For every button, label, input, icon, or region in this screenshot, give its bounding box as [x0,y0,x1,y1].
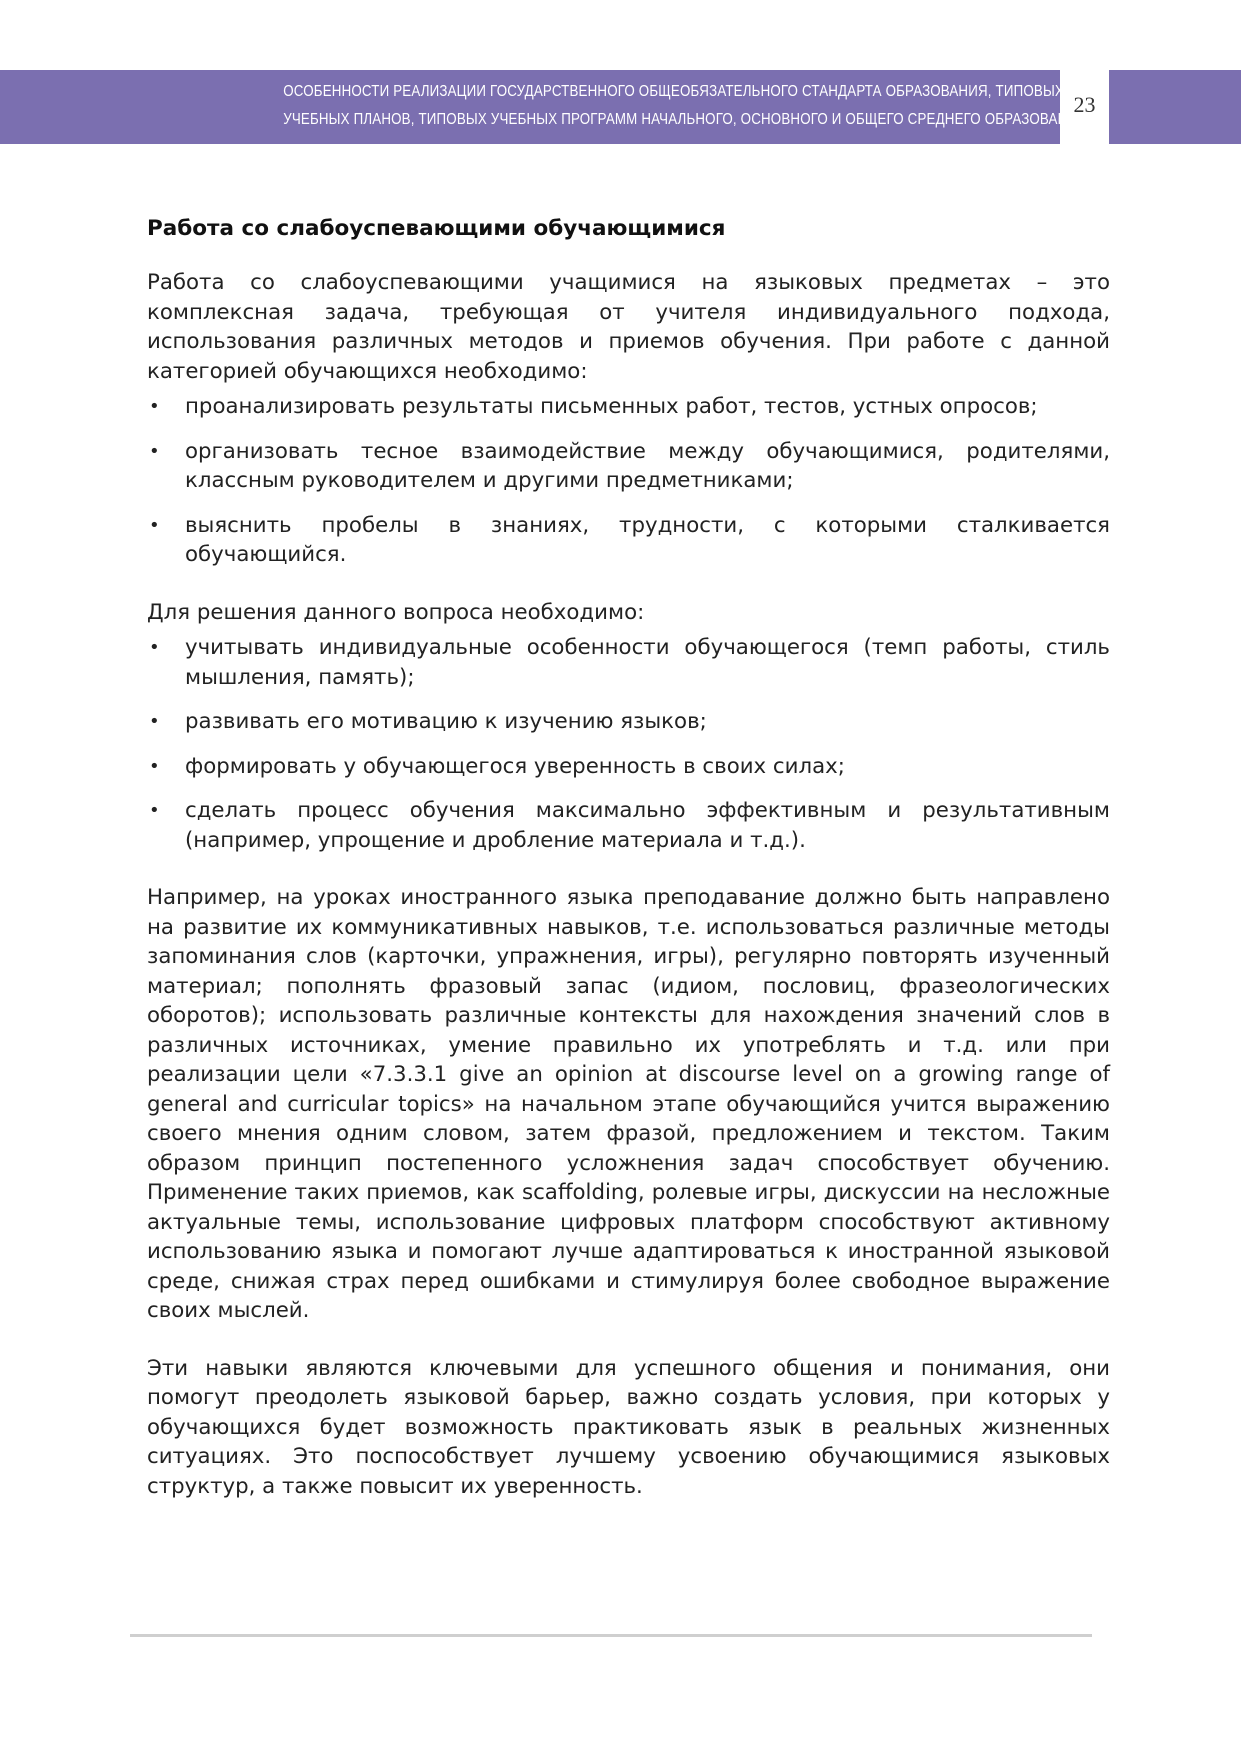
list-item: • организовать тесное взаимодействие между обучающимися, родителями, классным руководителем и другими предметниками; [149,438,1110,493]
list-item: • проанализировать результаты письменных работ, тестов, устных опросов; [147,392,1110,422]
example-paragraph: Например, на уроках иностранного языка преподавание должно быть направлено на развитие их коммуникативных навыков, т.е. использоваться различные методы запоминания слов (карточки, упражнения, игры), регулярно повторять изученный материал; пополнять фразовый запас (идиом, пословиц, фразеологических оборотов); использовать различные контексты для нахождения значений слов в различных источниках, умение правильно их употреблять и т.д. или при реализации цели «7.3.3.1 give an opinion at discourse level on a growing range of general and curricular topics» на начальном этапе обучающийся учится выражению своего мнения одним словом, затем фразой, предложением и текстом. Таким образом принцип постепенного усложнения задач способствует обучению. Применение таких приемов, как scaffolding, ролевые игры, дискуссии на несложные актуальные темы, использование цифровых платформ способствуют активному использованию языка и помогают лучше адаптироваться к иностранной языковой среде, снижая страх перед ошибками и стимулируя более свободное выражение своих мыслей. [147,885,1110,1323]
page-content [147,214,1110,1501]
header-band-right [1109,70,1241,144]
bullet-icon: • [149,514,160,536]
list-item: • учитывать индивидуальные особенности обучающегося (темп работы, стиль мышления, память); [149,635,1110,690]
bullet-icon: • [149,396,160,417]
bullet-icon: • [149,711,160,732]
bullet-icon: • [149,637,160,658]
page-number: 23 [1073,92,1096,117]
list-item: • развивать его мотивацию к изучению языков; [147,707,1110,737]
running-header-line-2: УЧЕБНЫХ ПЛАНОВ, ТИПОВЫХ УЧЕБНЫХ ПРОГРАММ НАЧАЛЬНОГО, ОСНОВНОГО И ОБЩЕГО СРЕДНЕГО ОБРАЗОВАНИЯ [283,111,1087,128]
bullet-icon: • [149,755,160,777]
intro-paragraph: Работа со слабоуспевающими учащимися на языковых предметах – это комплексная задача, требующая от учителя индивидуального подхода, использования различных методов и приемов обучения. При работе с данной категорией обучающихся необходимо: [147,270,1110,384]
footer-divider [130,1634,1092,1637]
bullet-list-1 [147,392,1110,570]
bullet-icon: • [149,440,160,462]
bullet-icon: • [149,800,160,821]
list-item: • формировать у обучающегося уверенность в своих силах; [147,752,1110,782]
section-heading: Работа со слабоуспевающими обучающимися [147,216,726,241]
closing-paragraph: Эти навыки являются ключевыми для успешного общения и понимания, они помогут преодолеть языковой барьер, важно создать условия, при которых у обучающихся будет возможность практиковать язык в реальных жизненных ситуациях. Это поспособствует лучшему усвоению обучающимися языковых структур, а также повысит их уверенность. [147,1355,1110,1499]
running-header-line-1: ОСОБЕННОСТИ РЕАЛИЗАЦИИ ГОСУДАРСТВЕННОГО ОБЩЕОБЯЗАТЕЛЬНОГО СТАНДАРТА ОБРАЗОВАНИЯ, ТИПОВЫХ [283,83,1064,100]
list-item: • сделать процесс обучения максимально эффективным и результативным (например, упрощение и дробление материала и т.д.). [149,798,1110,853]
lead-paragraph: Для решения данного вопроса необходимо: [147,599,645,625]
bullet-list-2 [147,633,1110,855]
list-item: • выяснить пробелы в знаниях, трудности, с которыми сталкивается обучающийся. [149,512,1110,567]
